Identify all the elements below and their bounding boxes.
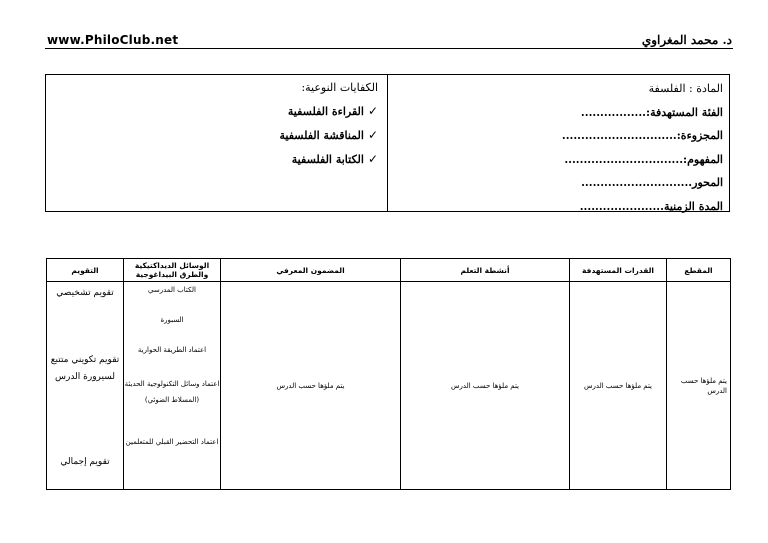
table-header-row	[47, 259, 731, 282]
abilities-cell: يتم ملؤها حسب الدرس	[570, 282, 667, 490]
competency-item	[58, 101, 378, 125]
content-cell: يتم ملؤها حسب الدرس	[221, 282, 401, 490]
competencies-title: الكفايات النوعية:	[301, 81, 378, 94]
check-icon: ✓	[367, 152, 378, 166]
check-icon: ✓	[367, 128, 378, 142]
competency-item	[58, 149, 378, 173]
target-group-field: الفئة المستهدفة:.................	[580, 105, 723, 119]
lesson-details	[393, 79, 723, 220]
header-divider	[45, 48, 733, 49]
table-row	[47, 282, 731, 490]
competency-label: الكتابة الفلسفية	[291, 153, 364, 166]
means-dialogue: اعتماد الطريقة الحوارية	[137, 346, 207, 354]
segment-header: المقطع	[667, 259, 731, 282]
abilities-header: القدرات المستهدفة	[570, 259, 667, 282]
means-board: السبورة	[160, 316, 184, 324]
author-name: د. محمد المغراوي	[641, 33, 732, 47]
part-field: المجزوءة:..............................	[561, 129, 723, 142]
site-url[interactable]: www.PhiloClub.net	[47, 33, 179, 47]
subject-field: المادة : الفلسفة	[648, 82, 723, 95]
diagnostic-evaluation: تقويم تشخيصي	[56, 288, 114, 298]
lesson-plan-table	[46, 258, 731, 490]
competency-label: المناقشة الفلسفية	[279, 129, 364, 142]
lesson-info-box	[45, 74, 730, 212]
axis-field: المحور.............................	[581, 176, 723, 189]
activities-cell: يتم ملؤها حسب الدرس	[401, 282, 570, 490]
segment-cell: يتم ملؤها حسب الدرس	[667, 282, 731, 490]
competency-label: القراءة الفلسفية	[287, 105, 364, 118]
means-group: اعتماد التحضير القبلي للمتعلمين	[125, 438, 219, 446]
means-header: الوسائل الديداكتيكية والطرق البيداغوجية	[124, 259, 221, 282]
evaluation-cell	[47, 282, 124, 490]
competencies	[58, 79, 378, 173]
competency-item	[58, 125, 378, 149]
means-book: الكتاب المدرسي	[148, 286, 196, 294]
evaluation-header: التقويم	[47, 259, 124, 282]
summative-evaluation: تقويم إجمالي	[60, 457, 110, 467]
means-cell	[124, 282, 221, 490]
duration-field: المدة الزمنية......................	[579, 199, 723, 213]
formative-evaluation: تقويم تكويني متتبع لسيرورة الدرس	[50, 355, 120, 382]
check-icon: ✓	[367, 104, 378, 118]
content-header: المضمون المعرفي	[221, 259, 401, 282]
means-tech: اعتماد وسائل التكنولوجية الحديثة (المسلاط الضوئي)	[124, 380, 220, 404]
info-divider	[387, 75, 388, 211]
concept-field: المفهوم:...............................	[564, 152, 723, 166]
activities-header: أنشطة التعلم	[401, 259, 570, 282]
